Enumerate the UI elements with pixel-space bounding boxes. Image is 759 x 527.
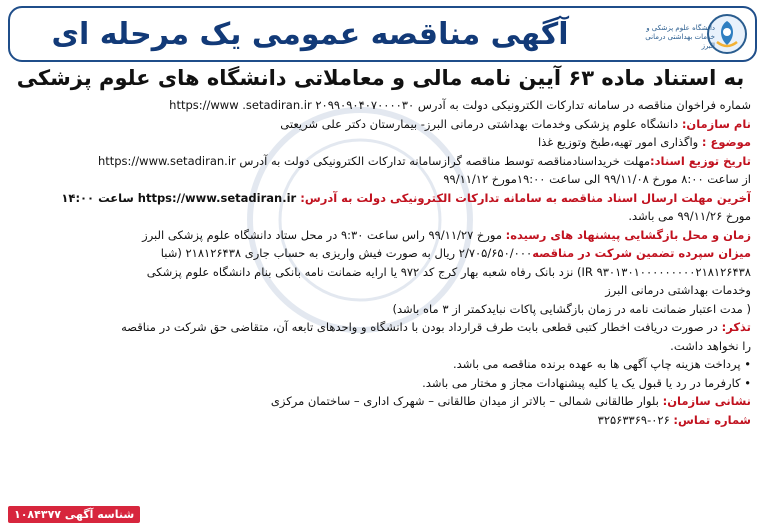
address-line: [10, 392, 751, 411]
university-logo: [629, 12, 749, 56]
guarantee-beneficiary: وخدمات بهداشتی درمانی البرز: [605, 283, 751, 297]
distribution-line: [10, 152, 751, 171]
opening-line: [10, 226, 751, 245]
guarantee-line: [10, 244, 751, 263]
deadline-label: آخرین مهلت ارسال اسناد مناقصه به سامانه تدارکات الکترونیکی دولت به آدرس:: [300, 190, 751, 205]
warning-value: در صورت دریافت اخطار کتبی قطعی بابت طرف قرارداد بودن با دانشگاه و واحدهای تابعه آن، متقاضی حق شرکت در مناقصه: [121, 320, 722, 334]
org-label: نام سازمان:: [681, 116, 751, 131]
subject-value: واگذاری امور تهیه،طبخ وتوزیع غذا: [538, 135, 702, 149]
deadline-date: مورخ ۹۹/۱۱/۲۶ می باشد.: [628, 209, 751, 223]
opening-label: زمان و محل بازگشایی پیشنهاد های رسیده:: [505, 227, 751, 242]
guarantee-value: ۲/۷۰۵/۶۵۰/۰۰۰ ریال به صورت فیش واریزی به حساب جاری ۲۱۸۱۲۶۴۳۸ (شبا: [160, 246, 533, 260]
subject-line: [10, 133, 751, 152]
opening-value: مورخ ۹۹/۱۱/۲۷ راس ساعت ۹:۳۰ در محل ستاد دانشگاه علوم پزشکی البرز: [142, 227, 506, 242]
logo-caption: دانشگاه علوم پزشکی و خدمات بهداشتی درمانی البرز: [645, 24, 715, 50]
guarantee-validity-note: ( مدت اعتبار ضمانت نامه در زمان بازگشایی پاکات نبایدکمتر از ۳ ماه باشد): [392, 301, 751, 316]
org-value: دانشگاه علوم پزشکی وخدمات بهداشتی درمانی البرز- بیمارستان دکتر علی شریعتی: [280, 116, 682, 131]
address-value: بلوار طالقانی شمالی – بالاتر از میدان طالقانی – شهرک اداری – ساختمان مرکزی: [270, 394, 663, 408]
distribution-value: مهلت خریداسنادمناقصه توسط مناقصه گرازسامانه تدارکات الکترونیکی دولت به آدرس https://www.setadiran.ir: [97, 153, 651, 168]
distribution-dates: از ساعت ۸:۰۰ مورخ ۹۹/۱۱/۰۸ الی ساعت ۱۹:۰۰مورخ ۹۹/۱۱/۱۲: [443, 172, 751, 186]
tender-number-line: شماره فراخوان مناقصه در سامانه تدارکات الکترونیکی دولت به آدرس https://www .setadiran.ir ۲۰۹۹۰۹۰۴۰۷۰۰۰۰۳۰: [169, 98, 751, 112]
deadline-line: [10, 189, 751, 208]
headline: به استناد ماده ۶۳ آیین نامه مالی و معاملاتی دانشگاه های علوم پزشکی: [16, 66, 745, 90]
list-item: • پرداخت هزینه چاپ آگهی ها به عهده برنده مناقصه می باشد.: [452, 357, 751, 371]
guarantee-label: میزان سپرده تضمین شرکت در مناقصه: [532, 246, 751, 260]
subject-label: موضوع :: [701, 135, 751, 149]
ad-title: آگهی مناقصه عمومی یک مرحله ای: [51, 16, 569, 52]
ad-id-badge: شناسه آگهی ۱۰۸۴۳۷۷: [8, 506, 140, 523]
ad-body: [10, 62, 751, 429]
org-line: [10, 115, 751, 134]
warning-label: تذکر:: [721, 320, 751, 334]
warning-line: [10, 318, 751, 337]
address-label: نشانی سازمان:: [662, 394, 751, 408]
deadline-value: https://www.setadiran.ir ساعت ۱۴:۰۰: [61, 190, 301, 205]
distribution-label: تاریخ توزیع اسناد:: [650, 153, 751, 168]
contact-label: شماره تماس:: [673, 412, 751, 427]
guarantee-account: IR ۹۳۰۱۳۰۱۰۰۰۰۰۰۰۰۰۲۱۸۱۲۶۴۳۸) نزد بانک رفاه شعبه بهار کرج کد ۹۷۲ یا ارایه ضمانت نامه بانکی بنام دانشگاه علوم پزشکی: [146, 264, 751, 279]
contact-line: [10, 411, 751, 430]
header-banner: [8, 6, 757, 62]
list-item: • کارفرما در رد یا قبول یک یا کلیه پیشنهادات مجاز و مختار می باشد.: [422, 375, 751, 390]
contact-value: ۰۲۶-۳۲۵۶۳۳۶۹: [597, 412, 674, 427]
warning-continued: را نخواهد داشت.: [670, 338, 751, 353]
